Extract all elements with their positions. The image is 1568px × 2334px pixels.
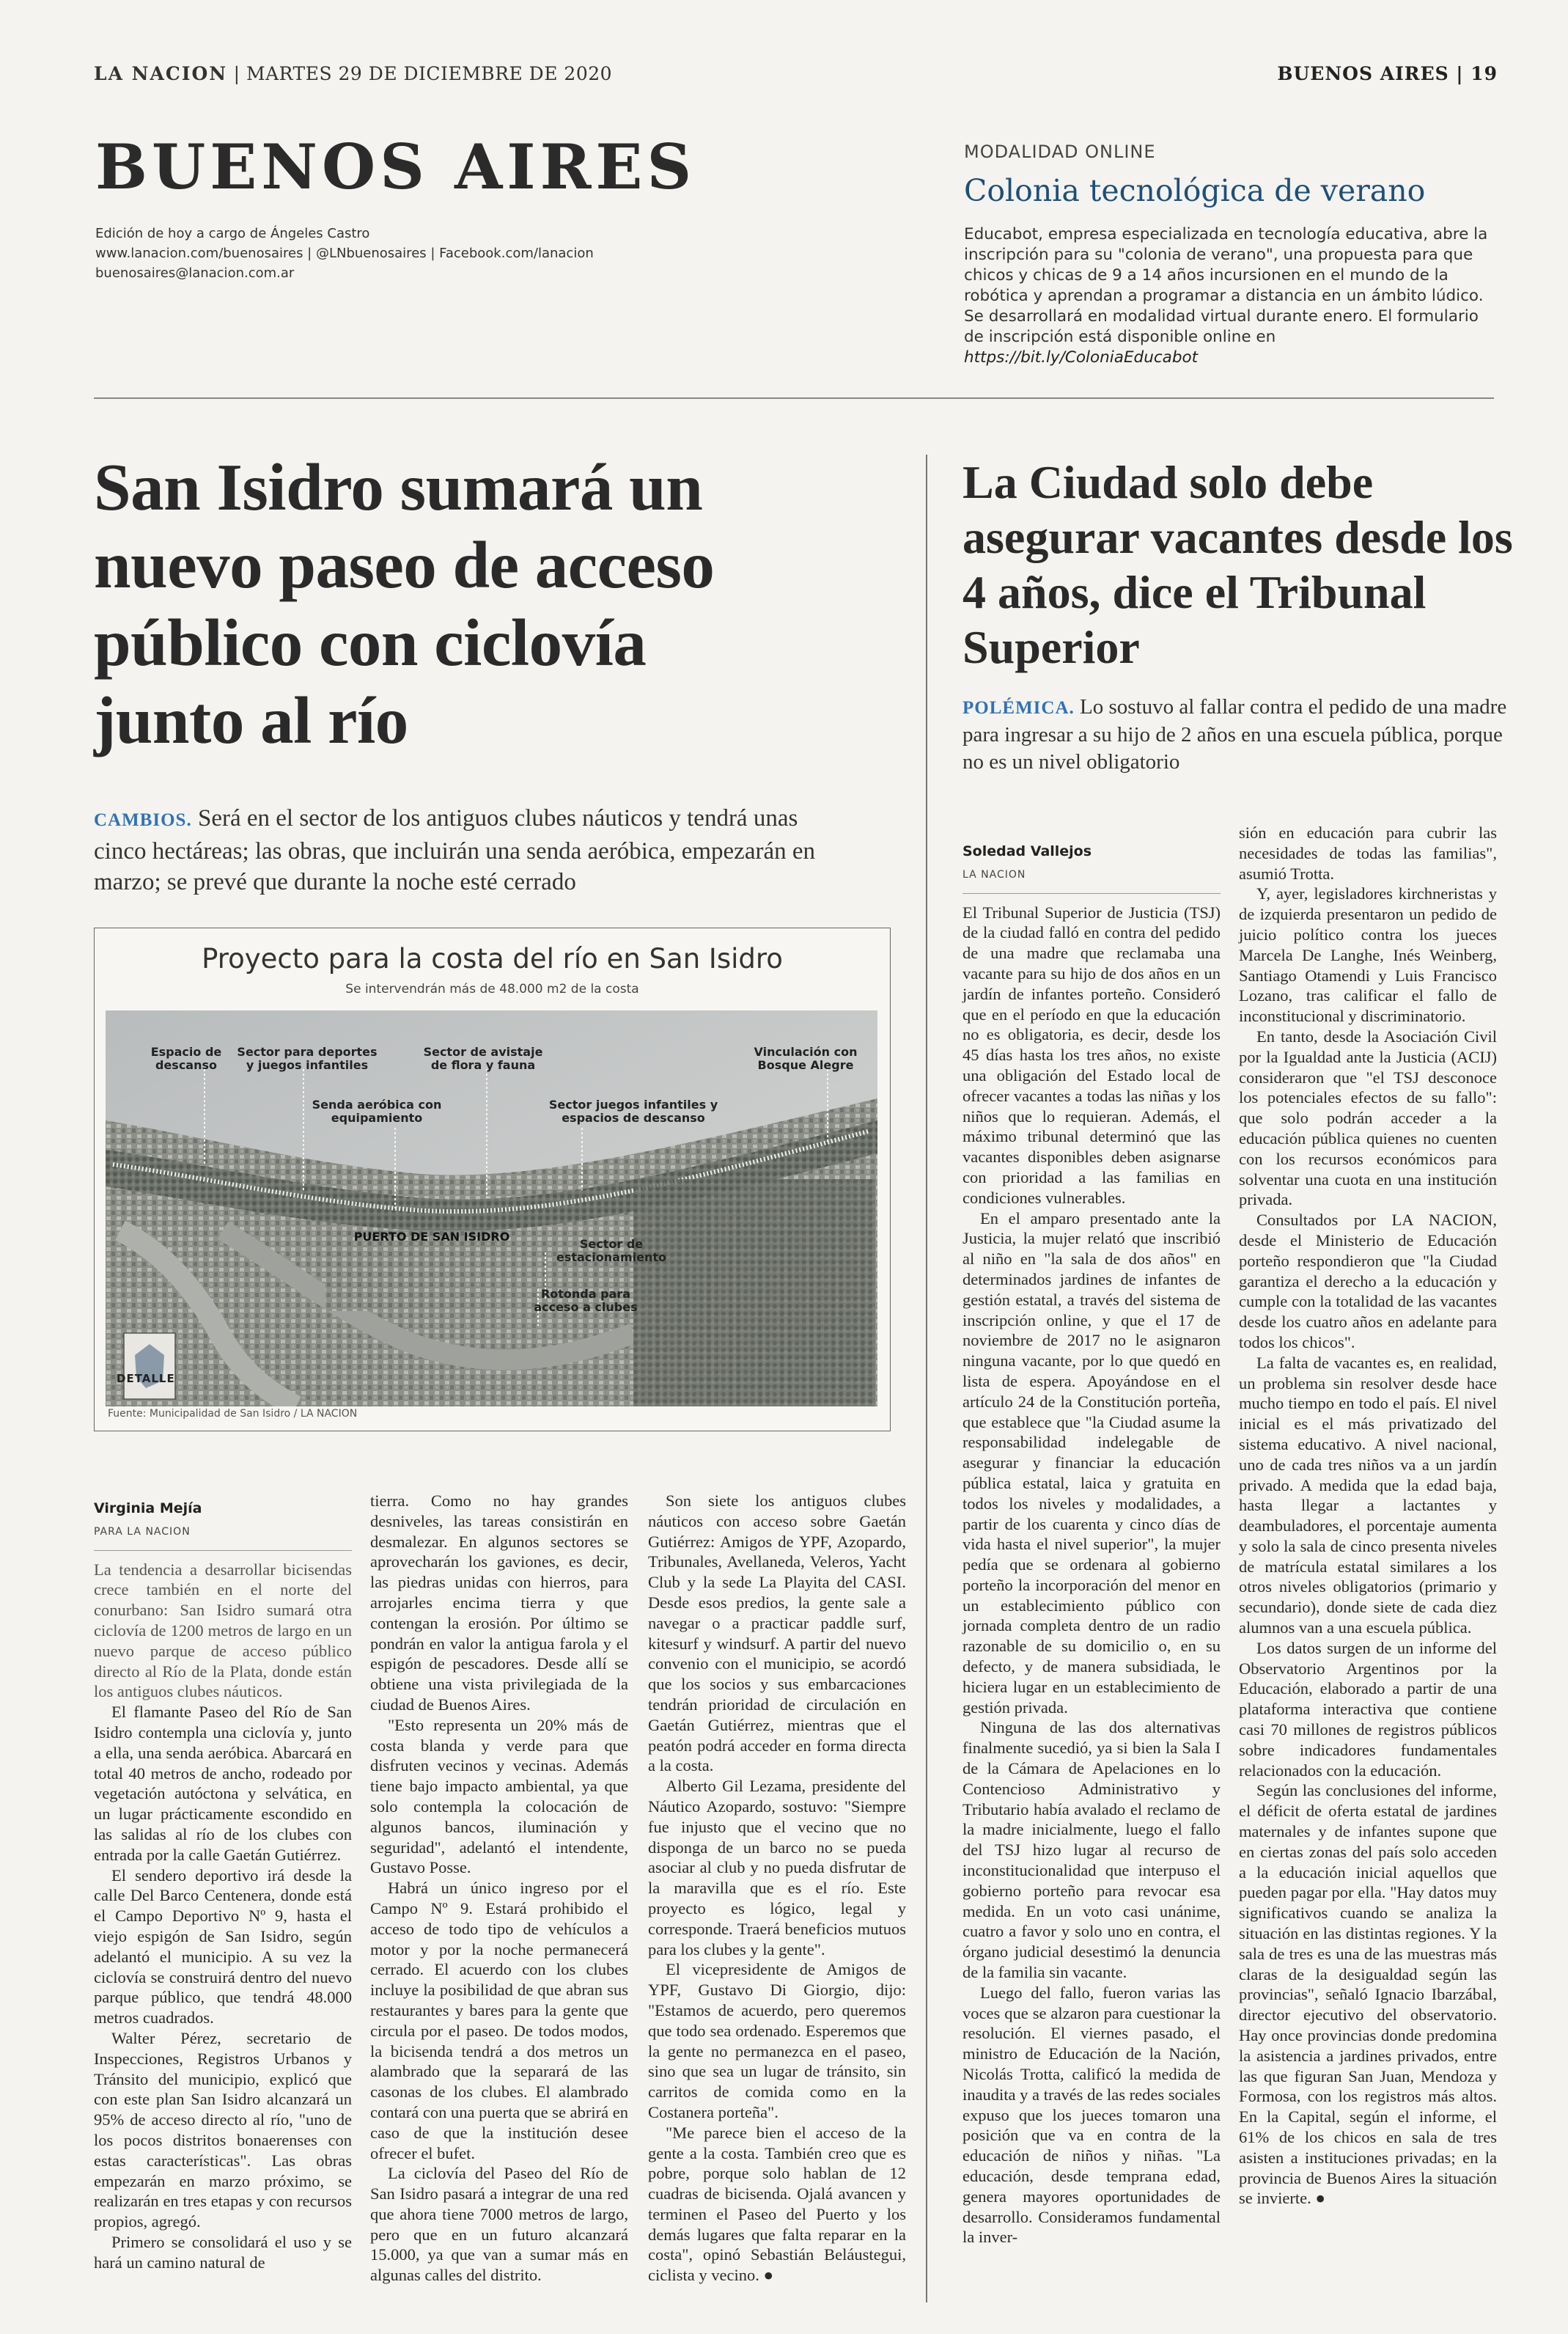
paragraph: La ciclovía del Paseo del Río de San Isidro pasará a integrar de una red que ahora tiene 7000 metros de largo, pero que en un futuro alcanzará 15.000, ya que van a sumar más en algunas calles del distrito. [370,2164,628,2285]
main-headline: San Isidro sumará un nuevo paseo de acceso público con ciclovía junto al río [94,450,715,757]
paragraph: Luego del fallo, fueron varias las voces que se alzaron para cuestionar la resolución. El viernes pasado, el ministro de Educación de la Nación, Nicolás Trotta, calificó la medida de inaudita y a través de las redes sociales expuso que los jueces tomaron una posición que va en contra de la educación de niños y niñas. "La educación, desde temprana edad, genera mayores oportunidades de desarrollo. Consideramos fundamental la inver- [962,1983,1221,2247]
paragraph: Son siete los antiguos clubes náuticos con acceso sobre Gaetán Gutiérrez: Amigos de YPF, Azopardo, Tribunales, Avellaneda, Veleros, Yacht Club y la sede La Playita del CASI. Desde esos predios, la gente sale a navegar o a practicar paddle surf, kitesurf y windsurf. A partir del nuevo convenio con el municipio, se acordó que los socios y sus embarcaciones tendrán prioridad de circulación en Gaetán Gutiérrez, mientras que el peatón podrá acceder en forma directa a la costa. [648,1491,906,1775]
second-deck-text: Lo sostuvo al fallar contra el pedido de una madre para ingresar a su hijo de 2 años en una escuela pública, porque no es un nivel obligatorio [962,695,1507,774]
paragraph: "Esto representa un 20% más de costa blanda y verde para que disfruten vecinos y vecinas. Además tiene bajo impacto ambiental, ya que solo contempla la colocación de algunos bancos, iluminación y seguridad", adelantó el intendente, Gustavo Posse. [370,1715,628,1877]
paragraph: El flamante Paseo del Río de San Isidro contempla una ciclovía y, junto a ella, una senda aeróbica. Abarcará en total 40 metros de ancho, rodeado por vegetación autóctona y selvática, en un lugar prácticamente escondido en las salidas al río de los clubes con entrada por la calle Gaetán Gutiérrez. [94,1703,352,1864]
paragraph: Habrá un único ingreso por el Campo Nº 9. Estará prohibido el acceso de todo tipo de vehículos a motor y por la noche permanecerá cerrado. El acuerdo con los clubes incluye la posibilidad de que abran sus restaurantes y bares para la gente que circula por el paseo. De todos modos, la bicisenda tendrá a dos metros un alambrado que la separará de las casonas de los clubes. El alambrado contará con una puerta que se abrirá en caso de que la institución desee ofrecer el bufet. [370,1879,628,2162]
second-deck [962,694,1520,776]
main-author-role: PARA LA NACION [94,1525,191,1538]
label-senda: Senda aeróbica con equipamiento [312,1098,442,1125]
infographic-subtitle: Se intervendrán más de 48.000 m2 de la costa [345,982,639,997]
second-headline: La Ciudad solo debe asegurar vacantes desde los 4 años, dice el Tribunal Superior [962,456,1513,673]
main-author: Virginia Mejía [94,1500,202,1516]
paragraph: La tendencia a desarrollar bicisendas crece también en el norte del conurbano: San Isidro sumará otra ciclovía de 1200 metros de largo en un nuevo parque de acceso público directo al Río de la Plata, donde están los antiguos clubes náuticos. [94,1560,352,1701]
label-detalle: DETALLE [117,1372,175,1385]
section-links: www.lanacion.com/buenosaires | @LNbuenosaires | Facebook.com/lanacion [95,246,594,261]
sidebar-body [964,224,1492,368]
section-email: buenosaires@lanacion.com.ar [95,265,295,281]
main-column-3 [648,1491,906,2286]
paragraph: Ninguna de las dos alternativas finalmente sucedió, ya si bien la Sala I de la Cámara de Apelaciones en lo Contencioso Administrativo y Tributario había avalado el reclamo de la madre inicialmente, luego el fallo del TSJ hizo lugar al recurso de inconstitucionalidad que interpuso el gobierno porteño para revocar esa medida. En un voto casi unánime, cuatro a favor y solo uno en contra, el órgano judicial desestimó la denuncia de la familia sin vacante. [962,1718,1221,1982]
main-column-2 [370,1491,628,2286]
paragraph: Y, ayer, legisladores kirchneristas y de izquierda presentaron un pedido de juicio político contra los jueces Marcela De Langhe, Inés Weinberg, Santiago Otamendi y Luis Francisco Lozano, tras calificar el fallo de inconstitucional y discriminatorio. [1239,884,1497,1026]
label-descanso: Espacio de descanso [150,1045,222,1072]
paragraph: "Me parece bien el acceso de la gente a la costa. También creo que es pobre, porque solo hablan de 12 cuadras de bicisenda. Ojalá avancen y terminen el Paseo del Puerto y los demás lugares que falta reparar en la costa", opinó Sebastián Beláustegui, ciclista y vecino. ● [648,2123,906,2285]
main-deck-text: Será en el sector de los antiguos clubes náuticos y tendrá unas cinco hectáreas; las obras, que incluirán una senda aeróbica, empezarán en marzo; se prevé que durante la noche esté cerrado [94,805,816,895]
sidebar-body-text: Educabot, empresa especializada en tecnología educativa, abre la inscripción para su "colonia de verano", una propuesta para que chicos y chicas de 9 a 14 años incursionen en el mundo de la robótica y aprendan a programar a distancia en un ámbito lúdico. Se desarrollará en modalidad virtual durante enero. El formulario de inscripción está disponible online en [964,225,1488,346]
label-estacionamiento: Sector de estacionamiento [556,1237,666,1264]
paragraph: Consultados por LA NACION, desde el Ministerio de Educación porteño respondieron que "la Ciudad garantiza el derecho a la educación y cumple con la totalidad de las vacantes desde los cuatro años en adelante para todos los chicos". [1239,1211,1497,1351]
byline-rule [94,1550,352,1551]
paper-name: LA NACION [94,63,228,84]
section-title: BUENOS AIRES [95,131,696,203]
second-author: Soledad Vallejos [962,843,1092,859]
page-date: MARTES 29 DE DICIEMBRE DE 2020 [246,63,613,84]
second-column-2 [1239,823,1497,2209]
paragraph: La falta de vacantes es, en realidad, un problema sin resolver desde hace mucho tiempo en todo el país. El nivel inicial es el más privatizado del sistema educativo. A nivel nacional, uno de cada tres niños va a un jardín privado. A medida que la edad baja, hasta llegar a lactantes y deambuladores, el porcentaje aumenta y solo la sala de cinco presenta niveles de matrícula estatal similares a los otros niveles obligatorios (primario y secundario), donde siete de cada diez alumnos van a una escuela pública. [1239,1353,1497,1637]
paragraph: El Tribunal Superior de Justicia (TSJ) de la ciudad falló en contra del pedido de una madre que reclamaba una vacante para su hijo de dos años en un jardín de infantes porteño. Consideró que en el período en que la educación no es obligatoria, es decir, desde los 45 días hasta los tres años, no existe una obligación del Estado local de ofrecer vacantes a todas las niñas y los niños que lo requieran. Además, el máximo tribunal determinó que las vacantes disponibles deben asignarse con prioridad a las familias en condiciones vulnerables. [962,903,1221,1207]
label-deportes: Sector para deportes y juegos infantiles [237,1045,378,1072]
page-header-left: LA NACION | MARTES 29 DE DICIEMBRE DE 2020 [94,63,613,84]
infographic-source: Fuente: Municipalidad de San Isidro / LA NACION [108,1408,358,1420]
header-divider [94,397,1494,399]
paragraph: Walter Pérez, secretario de Inspecciones, Registros Urbanos y Tránsito del municipio, explicó que con este plan San Isidro alcanzará un 95% de acceso directo al río, "uno de los pocos distritos bonaerenses con estas características". Las obras empezarán en marzo próximo, se realizarán en tres etapas y con recursos propios, agregó. [94,2028,352,2231]
sidebar-kicker: MODALIDAD ONLINE [964,142,1156,162]
label-vinculacion: Vinculación con Bosque Alegre [754,1045,858,1072]
label-puerto: PUERTO DE SAN ISIDRO [353,1230,510,1244]
paragraph: tierra. Como no hay grandes desniveles, las tareas consistirán en desmalezar. En algunos sectores se aprovecharán los gaviones, es decir, las piedras unidas con hierros, para arrojarles encima tierra y que contengan la erosión. Por último se pondrán en valor la antigua farola y el espigón de pescadores. Desde allí se obtiene una vista privilegiada de la ciudad de Buenos Aires. [370,1491,628,1714]
paragraph: En el amparo presentado ante la Justicia, la mujer relató que inscribió al niño en "la sala de dos años" en determinados jardines de infantes de gestión estatal, a través del sistema de inscripción online, y que el 17 de noviembre de 2017 no le asignaron ninguna vacante, por lo que quedó en lista de espera. Apoyándose en el artículo 24 de la Constitución porteña, que establece que "la Ciudad asume la responsabilidad indelegable de asegurar y financiar la educación pública estatal, laica y gratuita en todos los niveles y modalidades, a partir de los cuarenta y cinco días de vida hasta el nivel superior", la mujer pedía que se ordenara al gobierno porteño la incorporación del menor en un establecimiento público con jornada completa dentro de un radio razonable de su domicilio o, en su defecto, y de manera subsidiada, le hiciera lugar en un establecimiento de gestión privada. [962,1208,1221,1717]
paragraph: En tanto, desde la Asociación Civil por la Igualdad ante la Justicia (ACIJ) consideraron que "el TSJ desconoce los potenciales efectos de su fallo": que solo podrán acceder a la educación pública quienes no cuenten con los recursos económicos para solventar una cuota en una institución privada. [1239,1027,1497,1209]
paragraph: Los datos surgen de un informe del Observatorio Argentinos por la Educación, elaborado a partir de una plataforma interactiva que contiene casi 70 millones de registros públicos sobre indicadores fundamentales relacionados con la educación. [1239,1638,1497,1780]
paragraph: Alberto Gil Lezama, presidente del Náutico Azopardo, sostuvo: "Siempre fue injusto que el vecino que no disponga de un barco no se pueda asociar al club y no pueda disfrutar de la maravilla que es el río. Este proyecto es lógico, legal y corresponde. Traerá beneficios mutuos para los clubes y la gente". [648,1777,906,1959]
main-deck [94,803,827,898]
label-rotonda: Rotonda para acceso a clubes [534,1287,638,1314]
second-kicker: POLÉMICA. [962,698,1075,718]
main-column-1 [94,1499,352,2272]
editor-credit: Edición de hoy a cargo de Ángeles Castro [95,226,370,241]
page-section-number: BUENOS AIRES | 19 [1277,63,1498,84]
paragraph: El sendero deportivo irá desde la calle Del Barco Centenera, donde está el Campo Deportivo Nº 9, hasta el viejo espigón de San Isidro, según adelantó el municipio. A su vez la ciclovía se construirá dentro del nuevo parque público, que tendrá 48.000 metros cuadrados. [94,1865,352,2027]
second-column-1 [962,842,1221,2247]
paragraph: Primero se consolidará el uso y se hará un camino natural de [94,2232,352,2272]
infographic [94,928,891,1431]
label-avistaje: Sector de avistaje de flora y fauna [423,1045,543,1072]
column-divider [926,455,927,2302]
main-kicker: CAMBIOS. [94,810,192,830]
paragraph: sión en educación para cubrir las necesidades de todas las familias", asumió Trotta. [1239,823,1497,883]
paragraph: El vicepresidente de Amigos de YPF, Gustavo Di Giorgio, dijo: "Estamos de acuerdo, pero queremos que todo sea ordenado. Esperemos que la gente no permanezca en el paseo, sino que sea un lugar de tránsito, sin carritos de comida como en la Costanera porteña". [648,1960,906,2121]
paragraph: Según las conclusiones del informe, el déficit de oferta estatal de jardines maternales y de infantes supone que en ciertas zonas del país solo acceden a la educación inicial aquellos que pueden pagar por ella. "Hay datos muy significativos cuando se analiza la situación en las distintas regiones. Y la sala de tres es una de las muestras más claras de la desigualdad según las provincias", señaló Ignacio Ibarzábal, director ejecutivo del observatorio. Hay once provincias donde predomina la asistencia a jardines privados, entre las que figuran San Juan, Mendoza y Formosa, con los registros más altos. En la Capital, según el informe, el 61% de los chicos en sala de tres asisten a instituciones privadas; en la provincia de Buenos Aires la situación se invierte. ● [1239,1781,1497,2208]
label-juegos: Sector juegos infantiles y espacios de descanso [548,1098,718,1125]
byline-rule [962,893,1221,894]
second-author-role: LA NACION [962,868,1026,881]
section-credits [95,224,594,283]
infographic-title: Proyecto para la costa del río en San Isidro [202,943,783,975]
sidebar-headline: Colonia tecnológica de verano [964,173,1426,208]
sidebar-link[interactable]: https://bit.ly/ColoniaEducabot [964,348,1199,367]
